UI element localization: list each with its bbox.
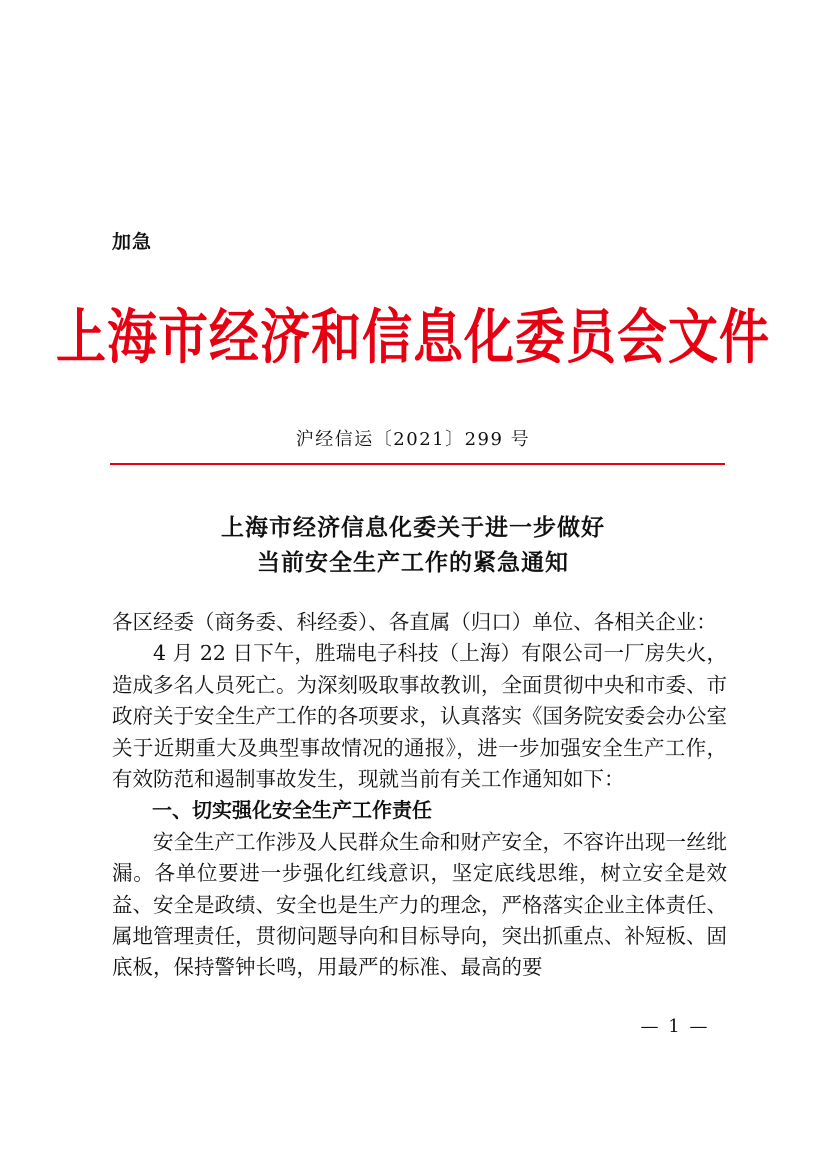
document-number: 沪经信运〔2021〕299 号 <box>295 429 531 450</box>
notice-title <box>0 510 826 580</box>
page-number: — 1 — <box>640 1016 710 1037</box>
addressee-paragraph: 各区经委（商务委、科经委）、各直属（归口）单位、各相关企业： <box>112 610 717 634</box>
red-separator-line <box>110 463 725 465</box>
section-1-paragraph: 安全生产工作涉及人民群众生命和财产安全，不容许出现一丝纰漏。各单位要进一步强化红线意识，坚定底线思维，树立安全是效益、安全是政绩、安全也是生产力的理念，严格落实企业主体责任、属地管理责任，贯彻问题导向和目标导向，突出抓重点、补短板、固底板，保持警钟长鸣，用最严的标准、最高的要 <box>112 829 727 980</box>
notice-title-line-2: 当前安全生产工作的紧急通知 <box>257 549 569 576</box>
notice-title-line-1: 上海市经济信息化委关于进一步做好 <box>221 514 605 541</box>
intro-paragraph: 4 月 22 日下午，胜瑞电子科技（上海）有限公司一厂房失火，造成多名人员死亡。为深刻吸取事故教训，全面贯彻中央和市委、市政府关于安全生产工作的各项要求，认真落实《国务院安委会办公室关于近期重大及典型事故情况的通报》，进一步加强安全生产工作，有效防范和遏制事故发生，现就当前有关工作通知如下： <box>112 641 727 792</box>
urgency-label: 加急 <box>112 231 153 253</box>
document-body <box>112 607 727 984</box>
section-1-heading: 一、切实强化安全生产工作责任 <box>152 798 432 823</box>
masthead-title: 上海市经济和信息化委员会文件 <box>56 301 770 372</box>
